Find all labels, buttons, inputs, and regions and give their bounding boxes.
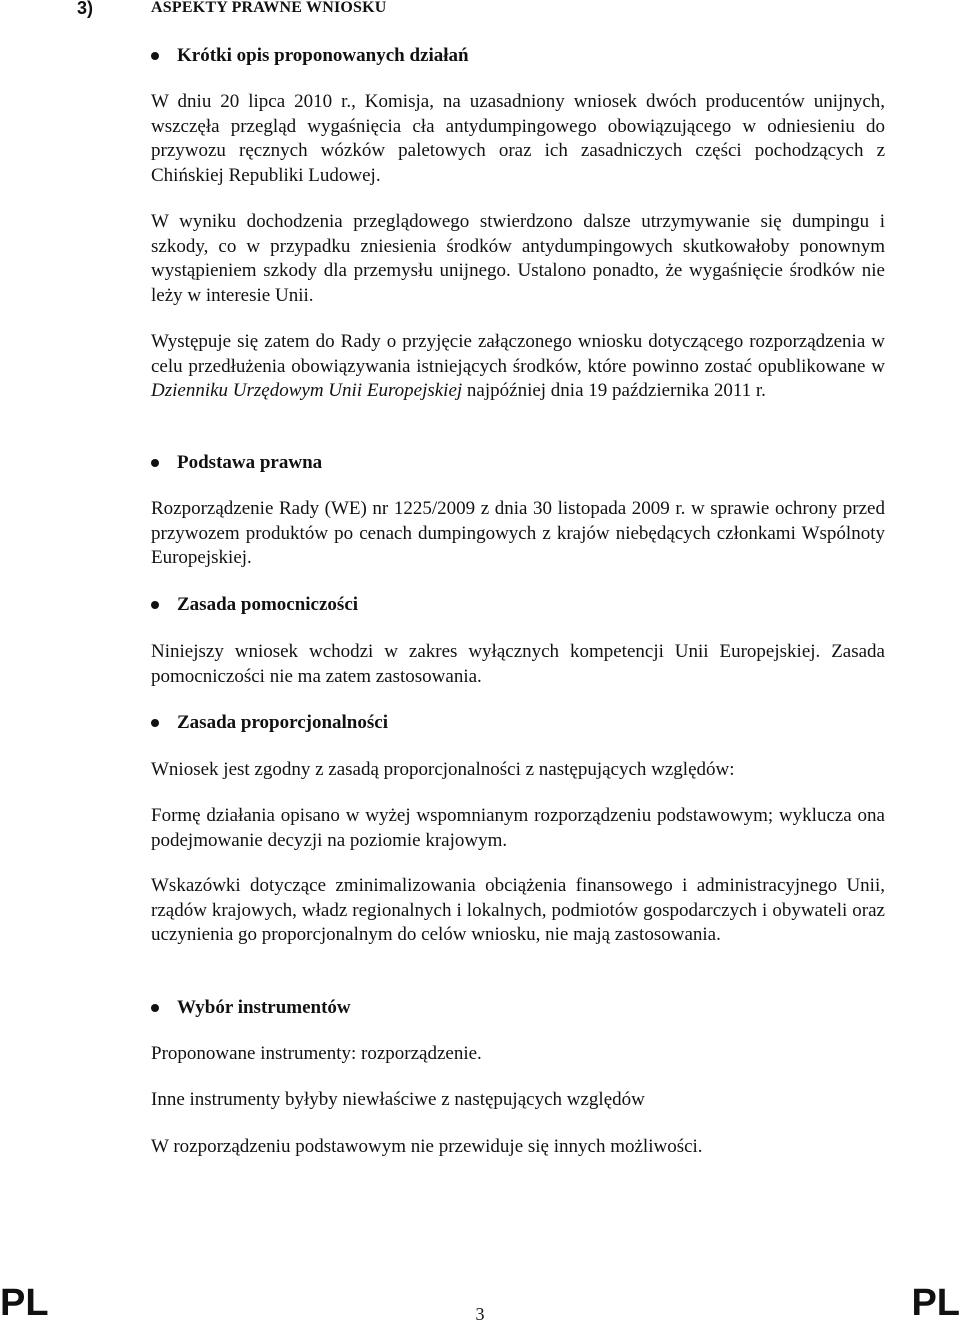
paragraph-subsidiarity: Niniejszy wniosek wchodzi w zakres wyłącznych kompetencji Unii Europejskiej. Zasada pomocniczości nie ma zatem zastosowania. (151, 641, 885, 687)
bullet-dot-icon (151, 601, 159, 609)
paragraph-instruments-basic-regulation: W rozporządzeniu podstawowym nie przewiduje się innych możliwości. (151, 1136, 703, 1157)
paragraph-proposal-part1: Występuje się zatem do Rady o przyjęcie załączonego wniosku dotyczącego rozporządzenia w celu przedłużenia obowiązywania istniejących środków, które powinno zostać opublikowane w (151, 331, 885, 377)
bullet-dot-icon (151, 459, 159, 467)
section-title: ASPEKTY PRAWNE WNIOSKU (151, 0, 387, 16)
footer-language-code-left: PL (0, 1282, 49, 1324)
official-journal-title: Dzienniku Urzędowym Unii Europejskiej (151, 380, 463, 402)
paragraph-proportionality-intro: Wniosek jest zgodny z zasadą proporcjonalności z następujących względów: (151, 759, 735, 780)
bullet-dot-icon (151, 719, 159, 727)
paragraph-instruments-other: Inne instrumenty byłyby niewłaściwe z następujących względów (151, 1089, 645, 1110)
bullet-heading-label: Wybór instrumentów (177, 997, 351, 1018)
paragraph-instruments-proposed: Proponowane instrumenty: rozporządzenie. (151, 1043, 482, 1064)
bullet-heading-label: Podstawa prawna (177, 452, 323, 473)
section-number: 3) (77, 0, 94, 18)
paragraph-proportionality-form: Formę działania opisano w wyżej wspomnianym rozporządzeniu podstawowym; wyklucza ona podejmowanie decyzji na poziomie krajowym. (151, 805, 885, 851)
section-heading (0, 0, 960, 22)
bullet-heading-label: Krótki opis proponowanych działań (177, 45, 469, 66)
bullet-dot-icon (151, 52, 159, 60)
bullet-heading-label: Zasada proporcjonalności (177, 712, 388, 733)
paragraph-proportionality-burden: Wskazówki dotyczące zminimalizowania obciążenia finansowego i administracyjnego Unii, rządów krajowych, władz regionalnych i lokalnych, podmiotów gospodarczych i obywateli oraz uczynienia go proporcjonalnym do celów wniosku, nie mają zastosowania. (151, 875, 885, 946)
paragraph-proposal (151, 330, 885, 404)
bullet-dot-icon (151, 1004, 159, 1012)
footer-language-code-right: PL (911, 1282, 960, 1324)
paragraph-proposal-part2: najpóźniej dnia 19 października 2011 r. (462, 380, 766, 402)
paragraph-legal-basis: Rozporządzenie Rady (WE) nr 1225/2009 z dnia 30 listopada 2009 r. w sprawie ochrony przed przywozem produktów po cenach dumpingowych z krajów niebędących członkami Wspólnoty Europejskiej. (151, 498, 885, 569)
bullet-heading-label: Zasada pomocniczości (177, 594, 359, 615)
paragraph-initiation: W dniu 20 lipca 2010 r., Komisja, na uzasadniony wniosek dwóch producentów unijnych, wszczęła przegląd wygaśnięcia cła antydumpingowego obowiązującego w odniesieniu do przywozu ręcznych wózków paletowych oraz ich zasadniczych części pochodzących z Chińskiej Republiki Ludowej. (151, 91, 885, 186)
footer-page-number: 3 (475, 1304, 485, 1324)
paragraph-investigation-findings: W wyniku dochodzenia przeglądowego stwierdzono dalsze utrzymywanie się dumpingu i szkody, co w przypadku zniesienia środków antydumpingowych skutkowałoby ponownym wystąpieniem szkody dla przemysłu unijnego. Ustalono ponadto, że wygaśnięcie środków nie leży w interesie Unii. (151, 211, 885, 306)
